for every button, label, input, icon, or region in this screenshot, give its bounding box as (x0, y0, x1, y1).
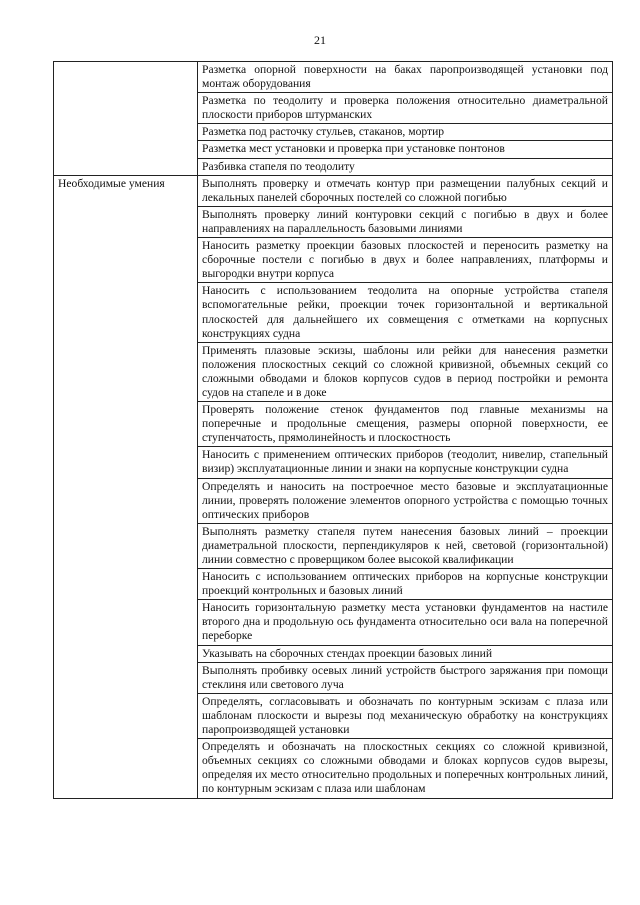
requirement-text: Проверять положение стенок фундаментов под главные механизмы на поперечные и продольные смещения, размеры опорной поверхности, ее ступенчатость, прямолинейность и плоскостность (198, 402, 613, 447)
requirement-text: Применять плазовые эскизы, шаблоны или рейки для нанесения разметки положения плоскостных секций со сложной кривизной, объемных секций со сложными обводами и блоков корпусов судов в период постройки и ремонта судов на стапеле и в доке (198, 342, 613, 401)
requirement-text: Наносить горизонтальную разметку места установки фундаментов на настиле второго дна и продольную ось фундамента относительно оси вала на поперечной переборке (198, 600, 613, 645)
requirement-text: Наносить разметку проекции базовых плоскостей и переносить разметку на сборочные постели с погибью в двух и более направлениях, платформы и выгородки внутри корпуса (198, 238, 613, 283)
requirements-table (53, 61, 613, 799)
requirement-text: Выполнять проверку линий контуровки секций с погибью в двух и более направлениях на параллельность базовыми линиями (198, 206, 613, 237)
requirement-text: Разметка опорной поверхности на баках паропроизводящей установки под монтаж оборудования (198, 62, 613, 93)
requirement-text: Наносить с применением оптических приборов (теодолит, нивелир, стапельный визир) эксплуатационные линии и знаки на корпусные конструкции судна (198, 447, 613, 478)
requirement-text: Указывать на сборочных стендах проекции базовых линий (198, 645, 613, 662)
requirement-text: Определять, согласовывать и обозначать по контурным эскизам с плаза или шаблонам плоскости и вырезы под механическую обработку на конструкциях паропроизводящей установки (198, 693, 613, 738)
table-row (54, 62, 613, 93)
table-row (54, 175, 613, 206)
requirement-text: Выполнять пробивку осевых линий устройств быстрого заряжания при помощи стеклиня или светового луча (198, 662, 613, 693)
table-body (54, 62, 613, 799)
requirement-text: Определять и обозначать на плоскостных секциях со сложной кривизной, объемных секциях со сложными обводами и блоках корпусов судов вырезы, определяя их место относительно продольных и поперечных контрольных линий, по контурным эскизам с плаза или шаблонам (198, 739, 613, 798)
requirement-text: Наносить с использованием оптических приборов на корпусные конструкции проекций контрольных и базовых линий (198, 569, 613, 600)
requirement-text: Определять и наносить на построечное место базовые и эксплуатационные линии, проверять положение элементов опорного устройства с помощью точных оптических приборов (198, 478, 613, 523)
requirement-text: Выполнять разметку стапеля путем нанесения базовых линий – проекции диаметральной плоскости, перпендикуляров к ней, световой (горизонтальной) линии совместно с проверщиком более высокой квалификации (198, 523, 613, 568)
requirement-text: Наносить с использованием теодолита на опорные устройства стапеля вспомогательные рейки, проекции точек горизонтальной и вертикальной плоскостей для дальнейшего их совмещения с отметками на корпусных конструкциях судна (198, 283, 613, 342)
section-label: Необходимые умения (54, 175, 198, 798)
requirement-text: Выполнять проверку и отмечать контур при размещении палубных секций и лекальных панелей сборочных постелей со сложной погибью (198, 175, 613, 206)
requirement-text: Разметка мест установки и проверка при установке понтонов (198, 141, 613, 158)
page-number: 21 (314, 33, 326, 47)
requirement-text: Разбивка стапеля по теодолиту (198, 158, 613, 175)
requirement-text: Разметка под расточку стульев, стаканов, мортир (198, 124, 613, 141)
requirement-text: Разметка по теодолиту и проверка положения относительно диаметральной плоскости приборов штурманских (198, 93, 613, 124)
section-label (54, 62, 198, 176)
